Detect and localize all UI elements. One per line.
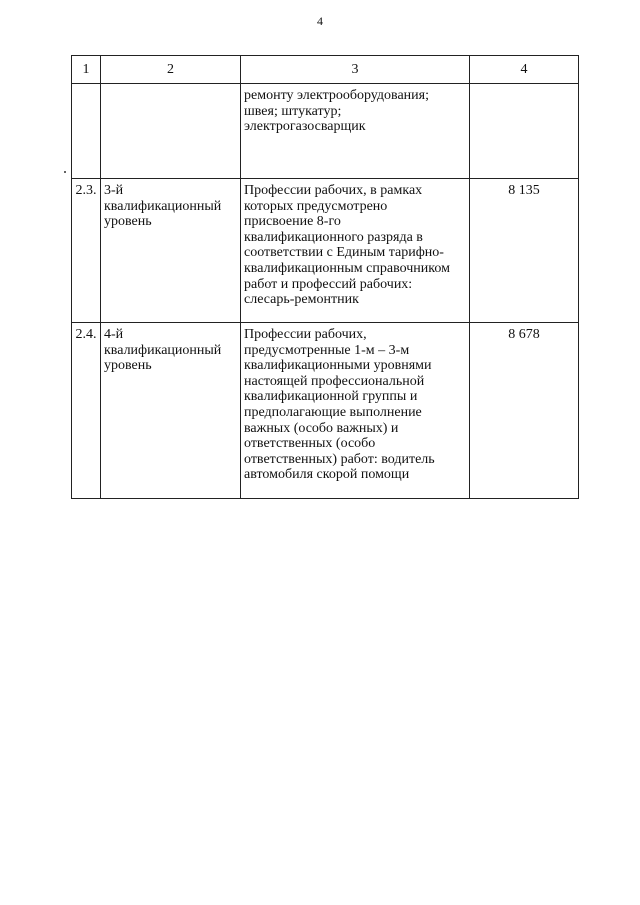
page-number: 4 [317, 14, 323, 28]
professions-cell: Профессии рабочих, предусмотренные 1-м – 3-м квалификационными уровнями настоящей профессиональной квалификационной группы и предполагающие выполнение важных (особо важных) и ответственных (особо ответственных) работ: водитель автомобиля скорой помощи [241, 323, 470, 499]
table-row-2-3 [72, 179, 579, 323]
salary-table [71, 55, 579, 499]
qualification-level-cell [101, 84, 241, 179]
professions-cell: ремонту электрооборудования; швея; штукатур; электрогазосварщик [241, 84, 470, 179]
table-row-2-4 [72, 323, 579, 499]
salary-cell [470, 84, 579, 179]
row-number-cell [72, 84, 101, 179]
table-header-row [72, 56, 579, 84]
salary-cell: 8 135 [470, 179, 579, 323]
scan-artifact-dot [64, 171, 66, 173]
header-cell-2: 2 [101, 56, 241, 84]
row-number-cell: 2.3. [72, 179, 101, 323]
salary-cell: 8 678 [470, 323, 579, 499]
row-number-cell: 2.4. [72, 323, 101, 499]
header-cell-4: 4 [470, 56, 579, 84]
qualification-level-cell: 4-й квалификационный уровень [101, 323, 241, 499]
professions-cell: Профессии рабочих, в рамках которых предусмотрено присвоение 8-го квалификационного разряда в соответствии с Единым тарифно- квалификационным справочником работ и профессий рабочих: слесарь-ремонтник [241, 179, 470, 323]
header-cell-3: 3 [241, 56, 470, 84]
header-cell-1: 1 [72, 56, 101, 84]
qualification-level-cell: 3-й квалификационный уровень [101, 179, 241, 323]
table-row-continuation [72, 84, 579, 179]
